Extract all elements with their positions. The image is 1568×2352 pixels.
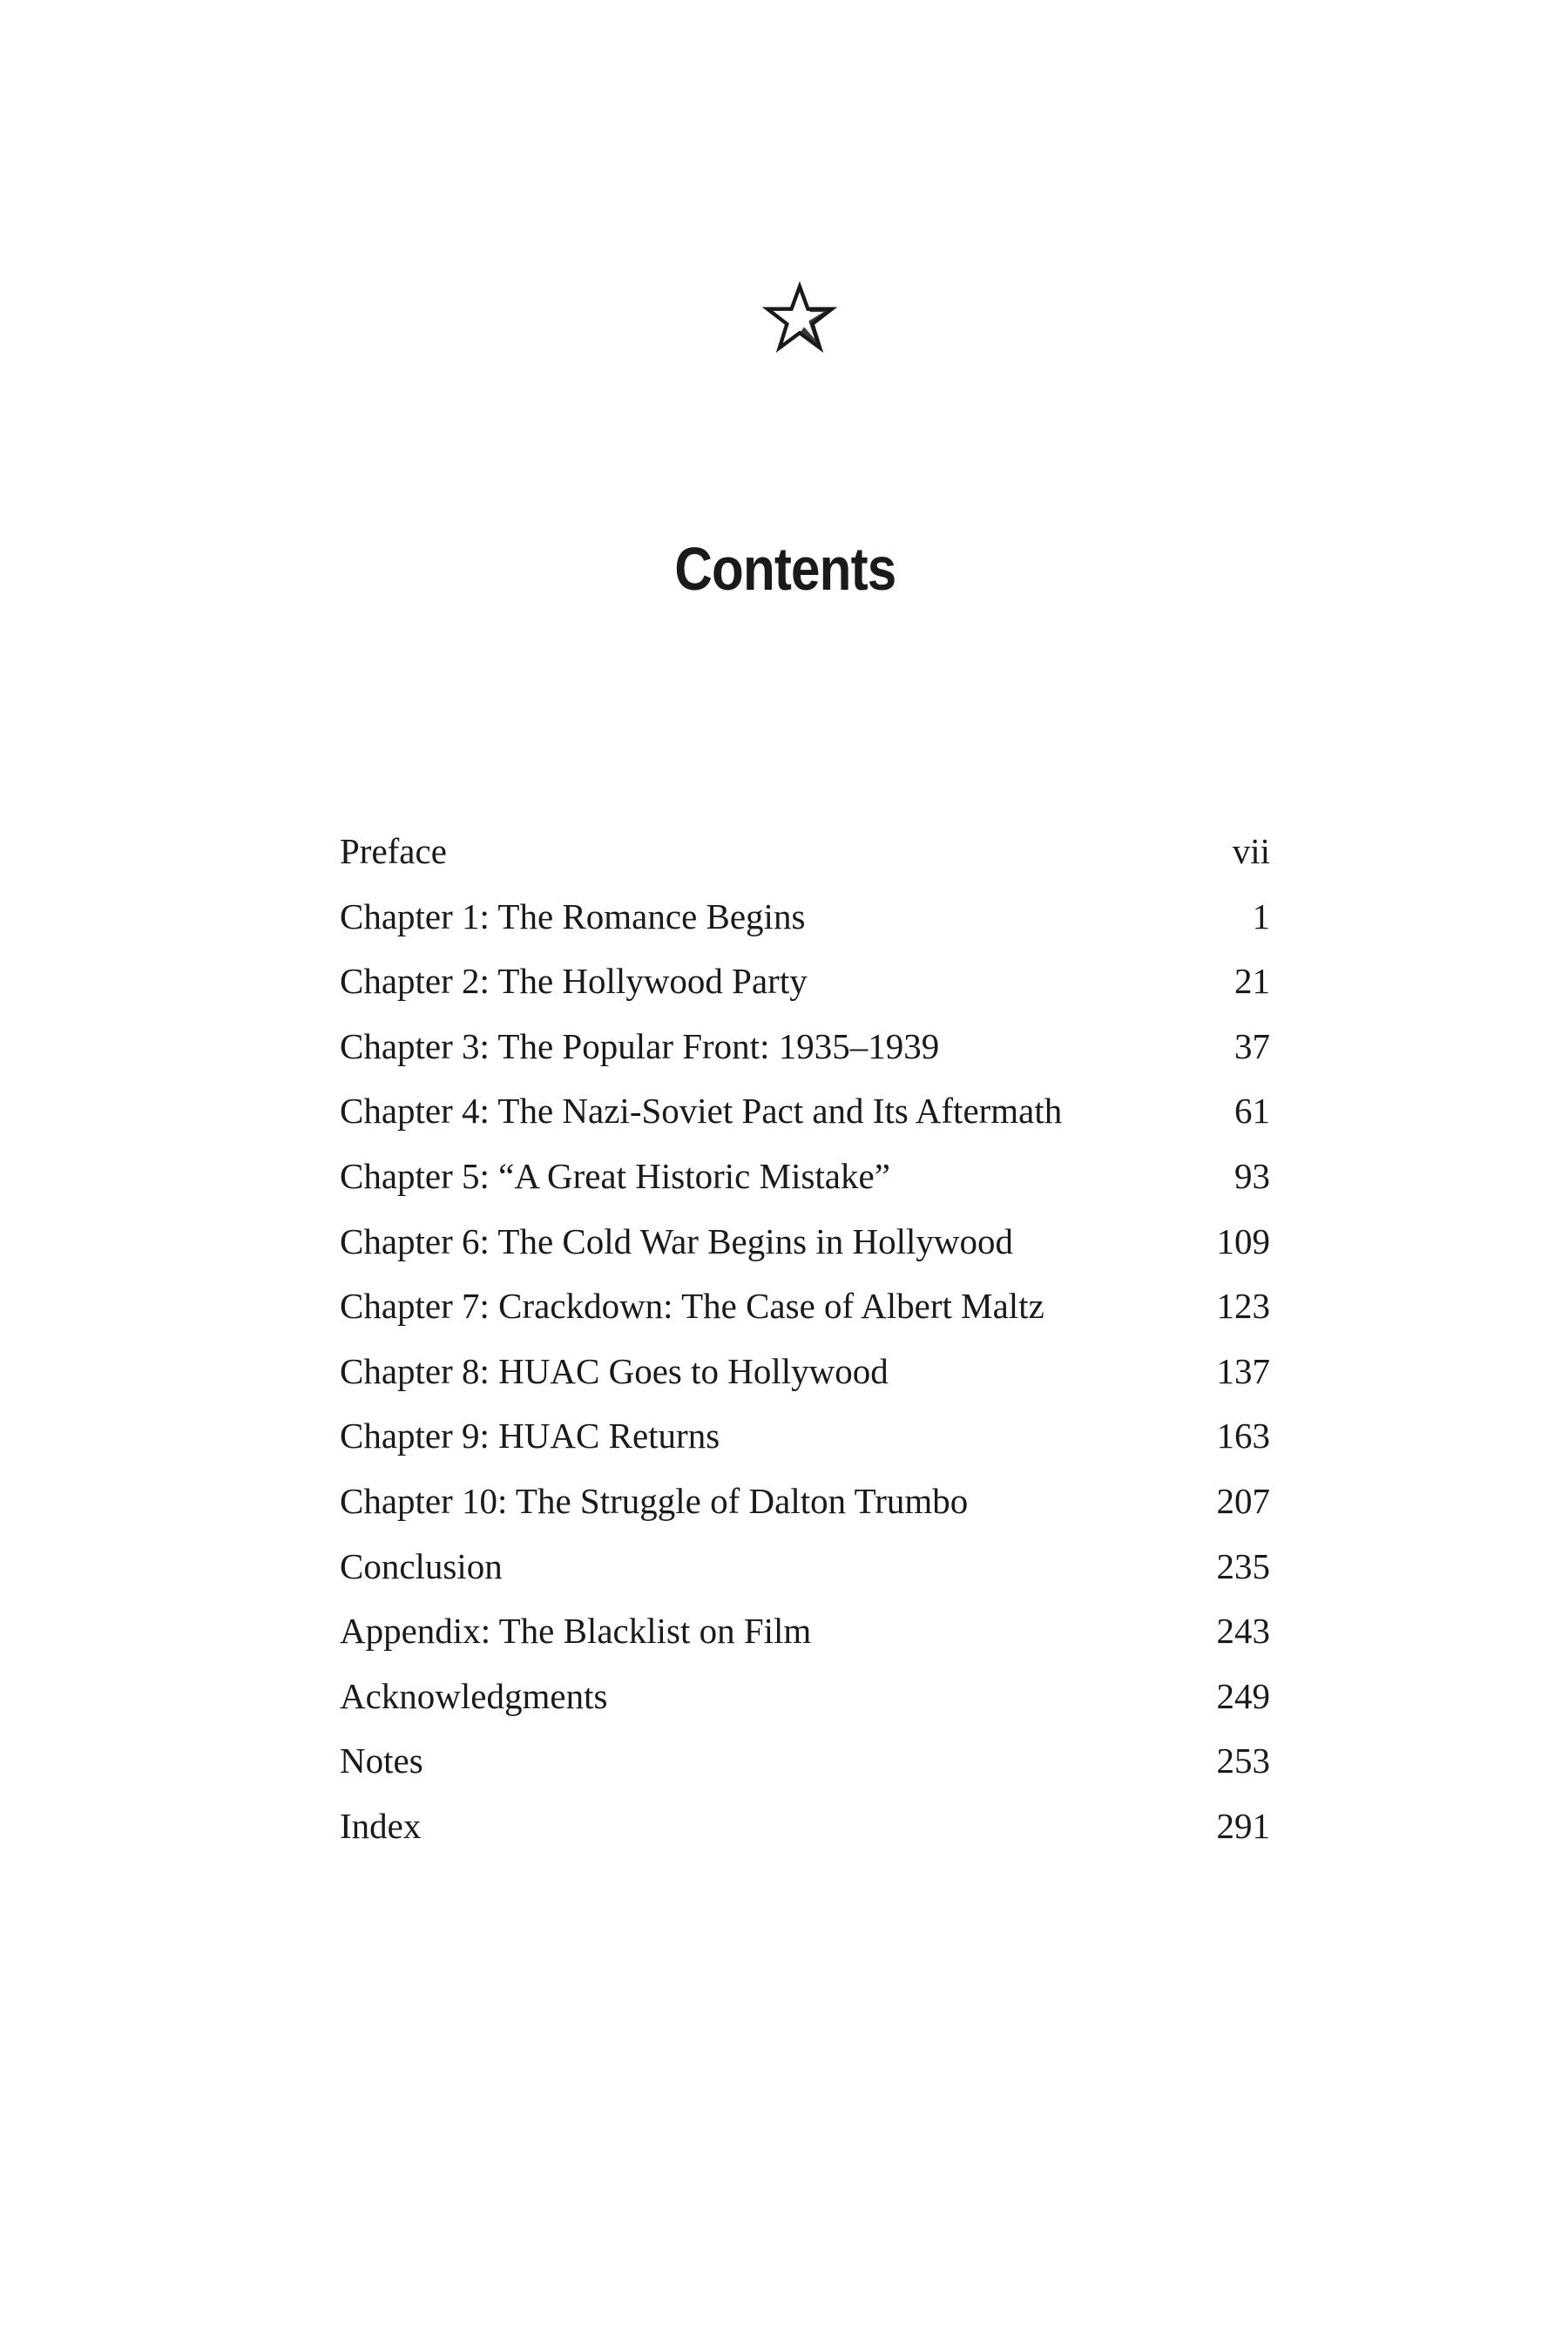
- toc-entry-label: Chapter 10: The Struggle of Dalton Trumbo: [340, 1480, 969, 1521]
- toc-entry-page: 291: [1216, 1805, 1270, 1846]
- toc-entry-label: Chapter 6: The Cold War Begins in Hollywood: [340, 1220, 1013, 1261]
- toc-entry-page: 61: [1234, 1091, 1270, 1132]
- toc-entry-label: Chapter 7: Crackdown: The Case of Albert Maltz: [340, 1286, 1044, 1327]
- toc-entry[interactable]: [340, 1664, 1270, 1729]
- toc-entry-label: Appendix: The Blacklist on Film: [340, 1611, 812, 1652]
- toc-entry-label: Index: [340, 1805, 422, 1846]
- toc-entry[interactable]: [340, 884, 1270, 950]
- toc-entry[interactable]: [340, 949, 1270, 1014]
- toc-entry-label: Chapter 9: HUAC Returns: [340, 1416, 720, 1456]
- toc-entry-page: 137: [1216, 1350, 1270, 1391]
- toc-entry[interactable]: [340, 1274, 1270, 1339]
- toc-entry[interactable]: [340, 1469, 1270, 1534]
- star-outline-icon: [762, 280, 837, 355]
- toc-entry-page: 109: [1216, 1220, 1270, 1261]
- toc-entry-page: vii: [1232, 831, 1270, 871]
- toc-entry[interactable]: [340, 1728, 1270, 1794]
- toc-entry-label: Chapter 1: The Romance Begins: [340, 896, 806, 936]
- toc-entry-label: Chapter 5: “A Great Historic Mistake”: [340, 1155, 890, 1196]
- toc-entry[interactable]: [340, 1078, 1270, 1144]
- toc-entry-page: 93: [1234, 1155, 1270, 1196]
- toc-entry-page: 235: [1216, 1545, 1270, 1586]
- toc-entry-page: 249: [1216, 1675, 1270, 1716]
- toc-entry[interactable]: [340, 1144, 1270, 1209]
- toc-entry[interactable]: [340, 1598, 1270, 1664]
- toc-entry[interactable]: [340, 1339, 1270, 1404]
- toc-entry-label: Acknowledgments: [340, 1675, 608, 1716]
- table-of-contents: [340, 819, 1270, 1859]
- toc-entry-label: Chapter 8: HUAC Goes to Hollywood: [340, 1350, 889, 1391]
- toc-entry[interactable]: [340, 1209, 1270, 1274]
- toc-entry-page: 37: [1234, 1025, 1270, 1066]
- toc-entry-label: Chapter 2: The Hollywood Party: [340, 961, 808, 1002]
- toc-entry[interactable]: [340, 1534, 1270, 1599]
- toc-entry[interactable]: [340, 819, 1270, 884]
- toc-entry-label: Preface: [340, 831, 447, 871]
- toc-entry[interactable]: [340, 1403, 1270, 1469]
- toc-entry-label: Notes: [340, 1740, 423, 1781]
- toc-entry-label: Chapter 4: The Nazi-Soviet Pact and Its Aftermath: [340, 1091, 1063, 1132]
- toc-entry[interactable]: [340, 1014, 1270, 1079]
- toc-entry-page: 243: [1216, 1611, 1270, 1652]
- toc-entry-label: Chapter 3: The Popular Front: 1935–1939: [340, 1025, 940, 1066]
- toc-entry-page: 1: [1252, 896, 1270, 936]
- toc-entry-page: 163: [1216, 1416, 1270, 1456]
- toc-entry-page: 253: [1216, 1740, 1270, 1781]
- toc-entry-label: Conclusion: [340, 1545, 503, 1586]
- toc-entry-page: 207: [1216, 1480, 1270, 1521]
- toc-entry-page: 21: [1234, 961, 1270, 1002]
- toc-entry[interactable]: [340, 1794, 1270, 1859]
- toc-entry-page: 123: [1216, 1286, 1270, 1327]
- page-title: Contents: [674, 535, 896, 603]
